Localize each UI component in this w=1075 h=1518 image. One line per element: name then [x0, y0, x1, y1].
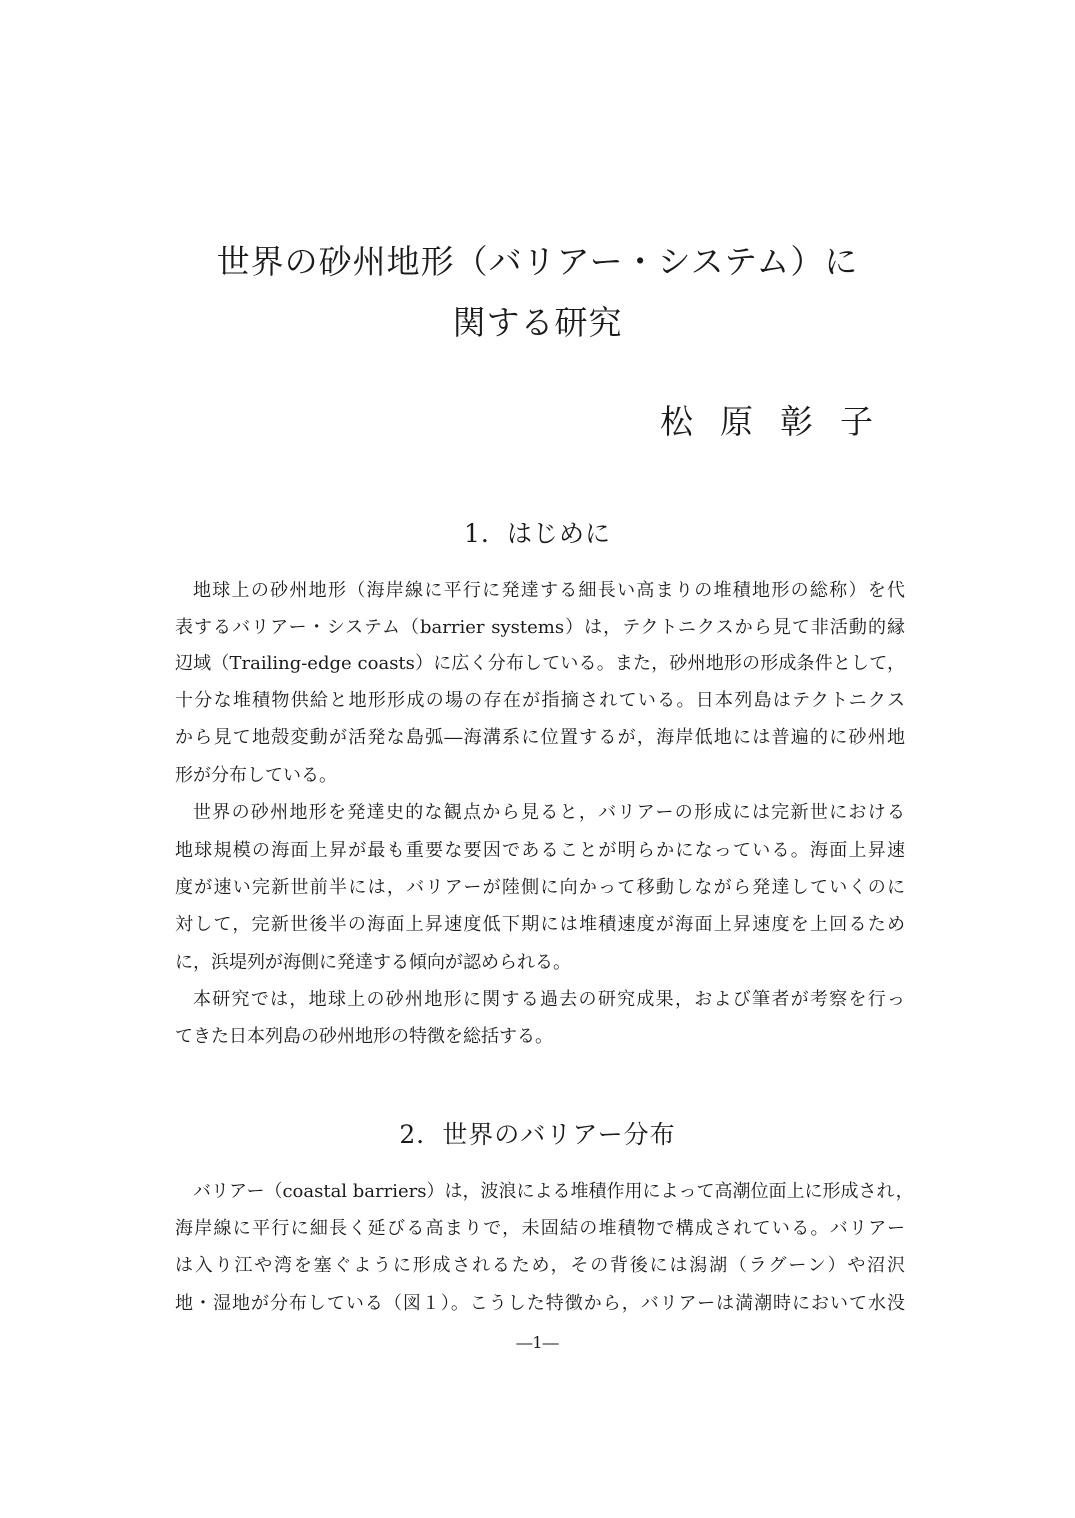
section-2-line: 海岸線に平行に細長く延びる高まりで，未固結の堆積物で構成されている。バリアー [175, 1218, 905, 1239]
section-1-line: 形が分布している。 [175, 765, 337, 786]
section-1-line: 対して，完新世後半の海面上昇速度低下期には堆積速度が海面上昇速度を上回るため [175, 914, 905, 935]
section-2-line: は入り江や湾を塞ぐように形成されるため，その背後には潟湖（ラグーン）や沼沢 [175, 1255, 905, 1276]
section-1-line: から見て地殻変動が活発な島弧―海溝系に位置するが，海岸低地には普遍的に砂州地 [175, 727, 905, 748]
section-1-line: 本研究では，地球上の砂州地形に関する過去の研究成果，および筆者が考察を行っ [193, 989, 905, 1010]
section-1-line: てきた日本列島の砂州地形の特徴を総括する。 [175, 1026, 553, 1047]
page-number: ―1― [516, 1333, 559, 1352]
paper-title-line-1: 世界の砂州地形（バリアー・システム）に [216, 242, 859, 281]
section-1-line: 辺域（Trailing-edge coasts）に広く分布している。また，砂州地形の形成条件として， [175, 653, 906, 674]
section-1-line: 十分な堆積物供給と地形形成の場の存在が指摘されている。日本列島はテクトニクス [175, 690, 905, 711]
section-1-line: に，浜堤列が海側に発達する傾向が認められる。 [175, 952, 571, 973]
section-2-line: バリアー（coastal barriers）は，波浪による堆積作用によって高潮位面上に形成され， [193, 1181, 914, 1202]
section-1-line: 地球規模の海面上昇が最も重要な要因であることが明らかになっている。海面上昇速 [175, 840, 905, 861]
section-1-line: 度が速い完新世前半には，バリアーが陸側に向かって移動しながら発達していくのに [175, 877, 905, 898]
section-2-line: 地・湿地が分布している（図１）。こうした特徴から，バリアーは満潮時において水没 [175, 1293, 905, 1314]
paper-title-line-2: 関する研究 [452, 303, 623, 342]
section-1-line: 世界の砂州地形を発達史的な観点から見ると，バリアーの形成には完新世における [193, 802, 905, 823]
section-1-line: 表するバリアー・システム（barrier systems）は，テクトニクスから見て非活動的縁 [175, 617, 905, 638]
author-name: 松原彰子 [660, 402, 900, 441]
section-1-line: 地球上の砂州地形（海岸線に平行に発達する細長い高まりの堆積地形の総称）を代 [193, 580, 905, 601]
section-1-heading: 1．はじめに [464, 519, 611, 548]
section-2-heading: 2．世界のバリアー分布 [399, 1120, 676, 1149]
